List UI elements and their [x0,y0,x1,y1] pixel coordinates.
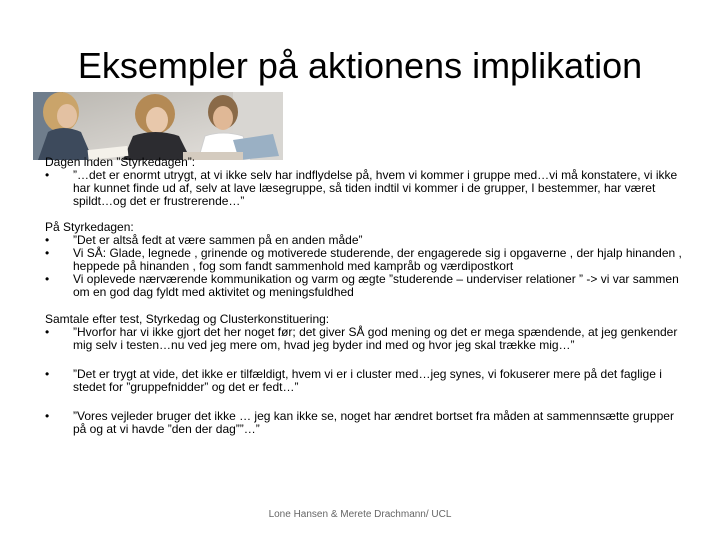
students-photo [33,92,283,160]
slide-content [45,156,685,436]
list-item [45,368,685,394]
bullet-icon: • [45,409,50,423]
section-heading: Dagen inden ”Styrkedagen”: [45,155,196,169]
list-item-text: ”Hvorfor har vi ikke gjort det her noget før; det giver SÅ god mening og det er mega spændende, at jeg genkender mig selv i testen…nu ved jeg mere om, hvad jeg byder ind med og hvor jeg skal trække mig…” [73,325,678,352]
list-item-text: Vi oplevede nærværende kommunikation og varm og ægte ”studerende – underviser relationer ” -> vi var sammen om en god dag fyldt med aktivitet og meningsfuldhed [73,272,679,299]
list-item [45,247,685,273]
list-item [45,410,685,436]
list-item [45,169,685,208]
slide-footer: Lone Hansen & Merete Drachmann/ UCL [268,509,452,520]
section-day-before [45,156,685,208]
bullet-icon: • [45,325,50,339]
list-item [45,326,685,352]
bullet-icon: • [45,367,50,381]
section-heading: Samtale efter test, Styrkedag og Clusterkonstituering: [45,312,330,326]
bullet-icon: • [45,246,50,260]
section-heading: På Styrkedagen: [45,220,134,234]
list-item-text: ”…det er enormt utrygt, at vi ikke selv har indflydelse på, hvem vi kommer i gruppe med…vi må konstatere, vi ikke har kunnet finde ud af, selv at lave læsegruppe, så tiden indtil vi kommer i de grupper, I bestemmer, har været spildt…og det er frustrerende…” [73,168,678,208]
list-item-text: ”Vores vejleder bruger det ikke … jeg kan ikke se, noget har ændret bortset fra måden at sammennsætte grupper på og at vi havde ”den der dag””…” [73,409,674,436]
bullet-icon: • [45,272,50,286]
section-strength-day [45,221,685,299]
section-conversation [45,313,685,436]
list-item [45,273,685,299]
bullet-icon: • [45,168,50,182]
slide-title: Eksempler på aktionens implikation [77,45,643,86]
list-item-text: Vi SÅ: Glade, legnede , grinende og motiverede studerende, der engagerede sig i opgaverne , der hjalp hinanden , heppede på hinanden , fog som fandt sammenhold med kampråb og værdipostkort [73,246,682,273]
students-photo-image [33,92,283,160]
bullet-icon: • [45,233,50,247]
list-item-text: ”Det er altså fedt at være sammen på en anden måde” [73,233,363,247]
list-item-text: ”Det er trygt at vide, det ikke er tilfældigt, hvem vi er i cluster med…jeg synes, vi fokuserer mere på det faglige i stedet for ”gruppefnidder” og det er fedt…” [73,367,662,394]
